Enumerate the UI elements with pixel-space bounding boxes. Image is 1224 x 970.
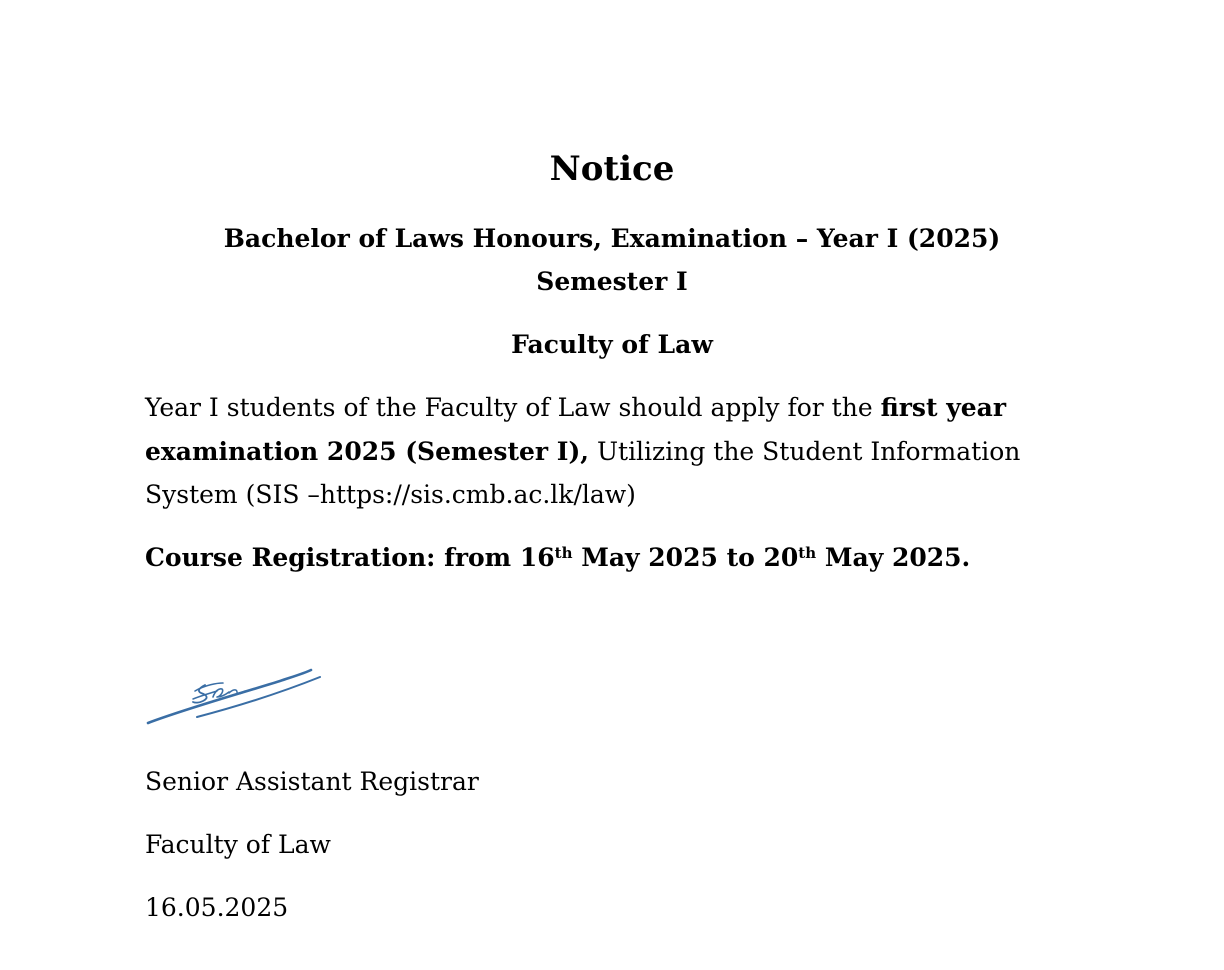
- signatory-department: Faculty of Law: [145, 830, 331, 859]
- end-date-suffix: th: [798, 544, 817, 562]
- instruction-paragraph: [145, 386, 1085, 517]
- course-registration-dates: [145, 536, 1145, 579]
- start-date-suffix: th: [554, 544, 573, 562]
- programme-heading: Bachelor of Laws Honours, Examination – Year I (2025): [223, 224, 1001, 253]
- notice-title: Notice: [549, 149, 675, 189]
- faculty-heading: Faculty of Law: [511, 330, 713, 359]
- signatory-title: Senior Assistant Registrar: [145, 767, 479, 796]
- instruction-text-end: Utilizing the Student Information System (SIS –https://sis.cmb.ac.lk/law): [145, 436, 1021, 509]
- instruction-text-bold: first year examination 2025 (Semester I),: [145, 393, 1007, 466]
- registration-middle: May 2025 to 20: [572, 543, 799, 572]
- semester-heading: Semester I: [536, 267, 688, 296]
- signature-icon: [145, 655, 325, 735]
- registration-tail: May 2025.: [816, 543, 971, 572]
- instruction-text-start: Year I students of the Faculty of Law should apply for the: [145, 393, 881, 422]
- notice-date: 16.05.2025: [145, 893, 289, 922]
- registration-label: Course Registration: from 16: [145, 543, 555, 572]
